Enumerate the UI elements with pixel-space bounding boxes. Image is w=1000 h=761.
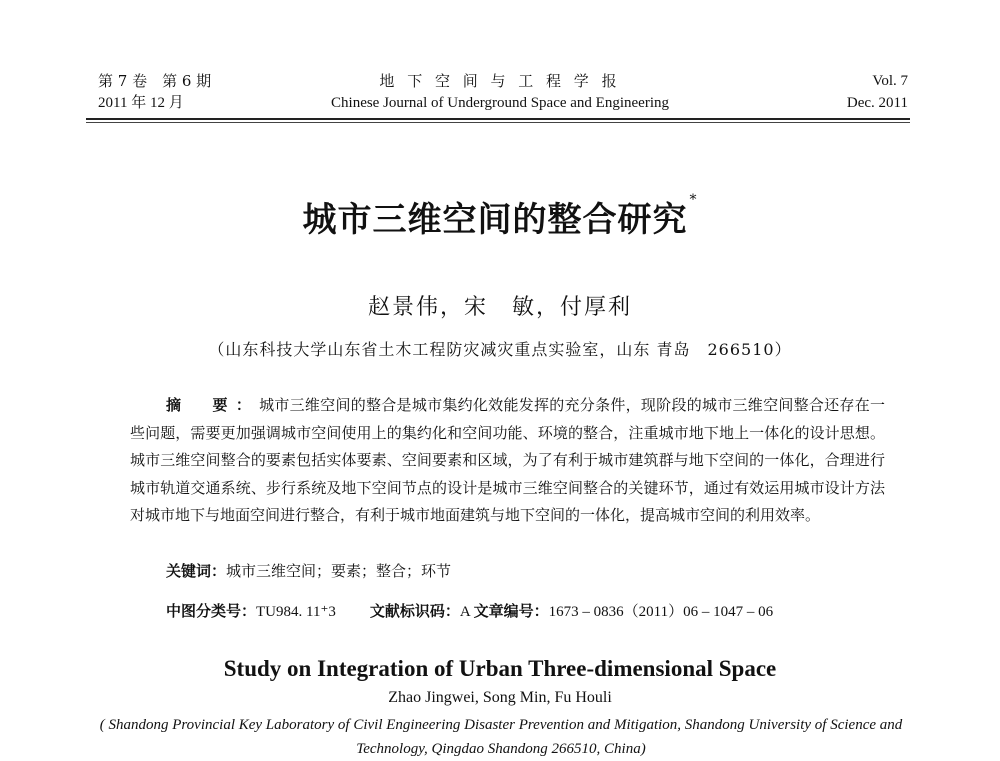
affiliation-cn: （山东科技大学山东省土木工程防灾减灾重点实验室，山东 青岛 266510） (208, 340, 792, 359)
volume-en: Vol. 7 (872, 73, 908, 89)
title-text: 城市三维空间的整合研究 (302, 200, 688, 240)
article-no-value: 1673 – 0836（2011）06 – 1047 – 06 (548, 604, 774, 620)
article-no-label: 文章编号： (473, 602, 549, 620)
authors-en: Zhao Jingwei, Song Min, Fu Houli (388, 689, 612, 706)
date-cn: 2011 年 12 月 (98, 95, 184, 111)
keywords-cn (166, 560, 451, 581)
header-right (847, 70, 908, 114)
date-en: Dec. 2011 (846, 95, 908, 111)
header-rule-thin (86, 122, 910, 123)
authors-cn: 赵景伟，宋 敏，付厚利 (367, 295, 632, 320)
doc-code-label: 文献标识码： (369, 602, 460, 620)
clc-value: TU984. 11⁺3 (256, 604, 336, 620)
title-footnote-mark: * (689, 192, 698, 208)
keywords-label: 关键词： (166, 562, 227, 580)
abstract-label: 摘 要： (166, 396, 260, 414)
journal-name-cn: 地 下 空 间 与 工 程 学 报 (379, 72, 621, 90)
abstract-text: 城市三维空间的整合是城市集约化效能发挥的充分条件，现阶段的城市三维空间整合还存在一些问题，需要更加强调城市空间使用上的集约化和空间功能、环境的整合，注重城市地下地上一体化的设计思想。城市三维空间整合的要素包括实体要素、空间要素和区域，为了有利于城市建筑群与地下空间的一体化，合理进行城市轨道交通系统、步行系统及地下空间节点的设计是城市三维空间整合的关键环节，通过有效运用城市设计方法对城市地下与地面空间进行整合，有利于城市地面建筑与地下空间的一体化，提高城市空间的利用效率。 (130, 396, 885, 524)
header-rule-thick (86, 118, 910, 120)
paper-title-en: Study on Integration of Urban Three-dimensional Space (223, 656, 777, 681)
journal-name-en: Chinese Journal of Underground Space and Engineering (331, 95, 669, 111)
doc-code-value: A (459, 604, 470, 620)
keywords-text: 城市三维空间；要素；整合；环节 (226, 562, 452, 580)
volume-issue-cn: 第 7 卷 第 6 期 (98, 72, 212, 90)
clc-label: 中图分类号： (166, 602, 257, 620)
classification-line (166, 600, 773, 621)
paper-title-cn (0, 192, 1000, 241)
affiliation-en: ( Shandong Provincial Key Laboratory of Civil Engineering Disaster Prevention and Mitigation, Shandong University of Science and Technology, Qingdao Shandong 266510, China) (99, 717, 903, 757)
abstract-cn (130, 392, 885, 530)
